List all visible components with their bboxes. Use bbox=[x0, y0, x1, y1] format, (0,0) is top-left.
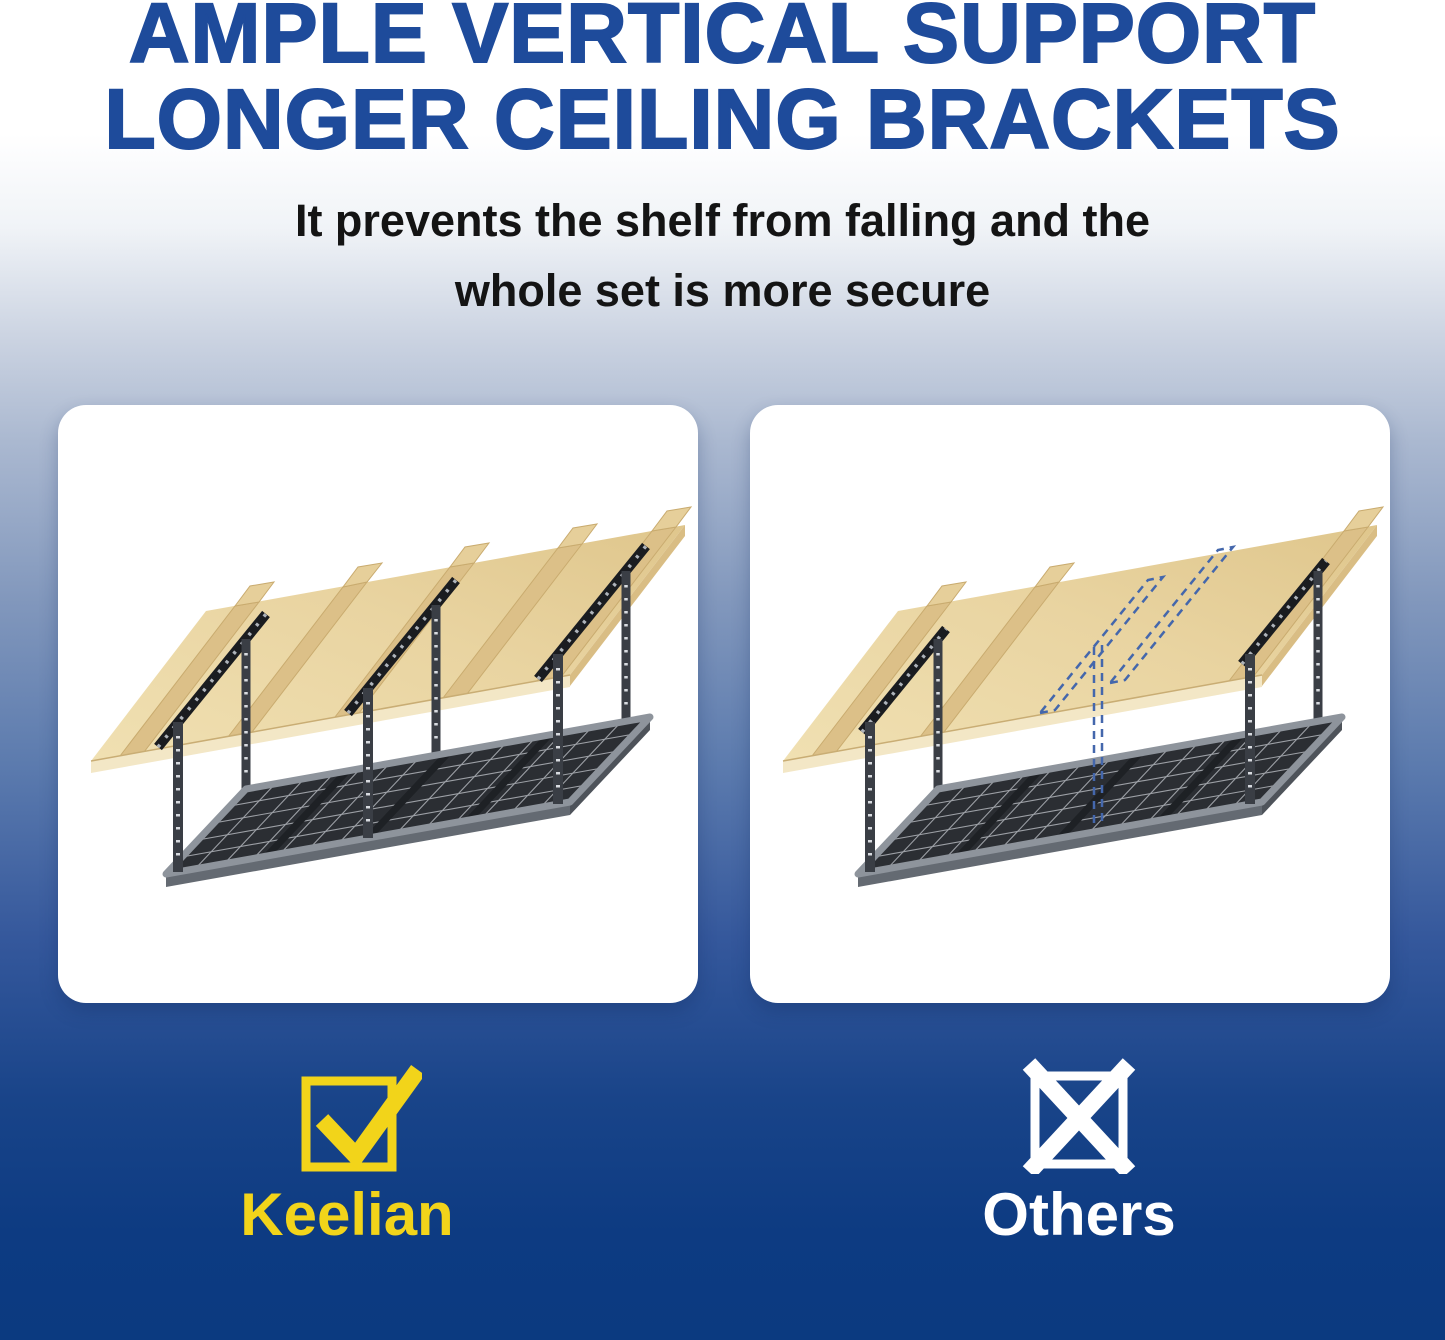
keelian-label: Keelian bbox=[240, 1181, 454, 1248]
others-product-card bbox=[750, 405, 1390, 1003]
subtitle bbox=[0, 186, 1445, 326]
cross-icon bbox=[1019, 1054, 1139, 1174]
subtitle-line-1: It prevents the shelf from falling and the bbox=[294, 195, 1151, 246]
others-label: Others bbox=[982, 1181, 1176, 1248]
check-icon bbox=[272, 1056, 422, 1174]
keelian-verdict bbox=[227, 1056, 467, 1246]
title-line-2: LONGER CEILING BRACKETS bbox=[104, 72, 1341, 166]
others-verdict bbox=[959, 1054, 1199, 1246]
others-rack-illustration bbox=[750, 405, 1390, 1003]
keelian-rack-illustration bbox=[58, 405, 698, 1003]
keelian-product-card bbox=[58, 405, 698, 1003]
page-title bbox=[0, 0, 1445, 166]
subtitle-line-2: whole set is more secure bbox=[454, 265, 991, 316]
title-line-1: AMPLE VERTICAL SUPPORT bbox=[128, 0, 1317, 80]
